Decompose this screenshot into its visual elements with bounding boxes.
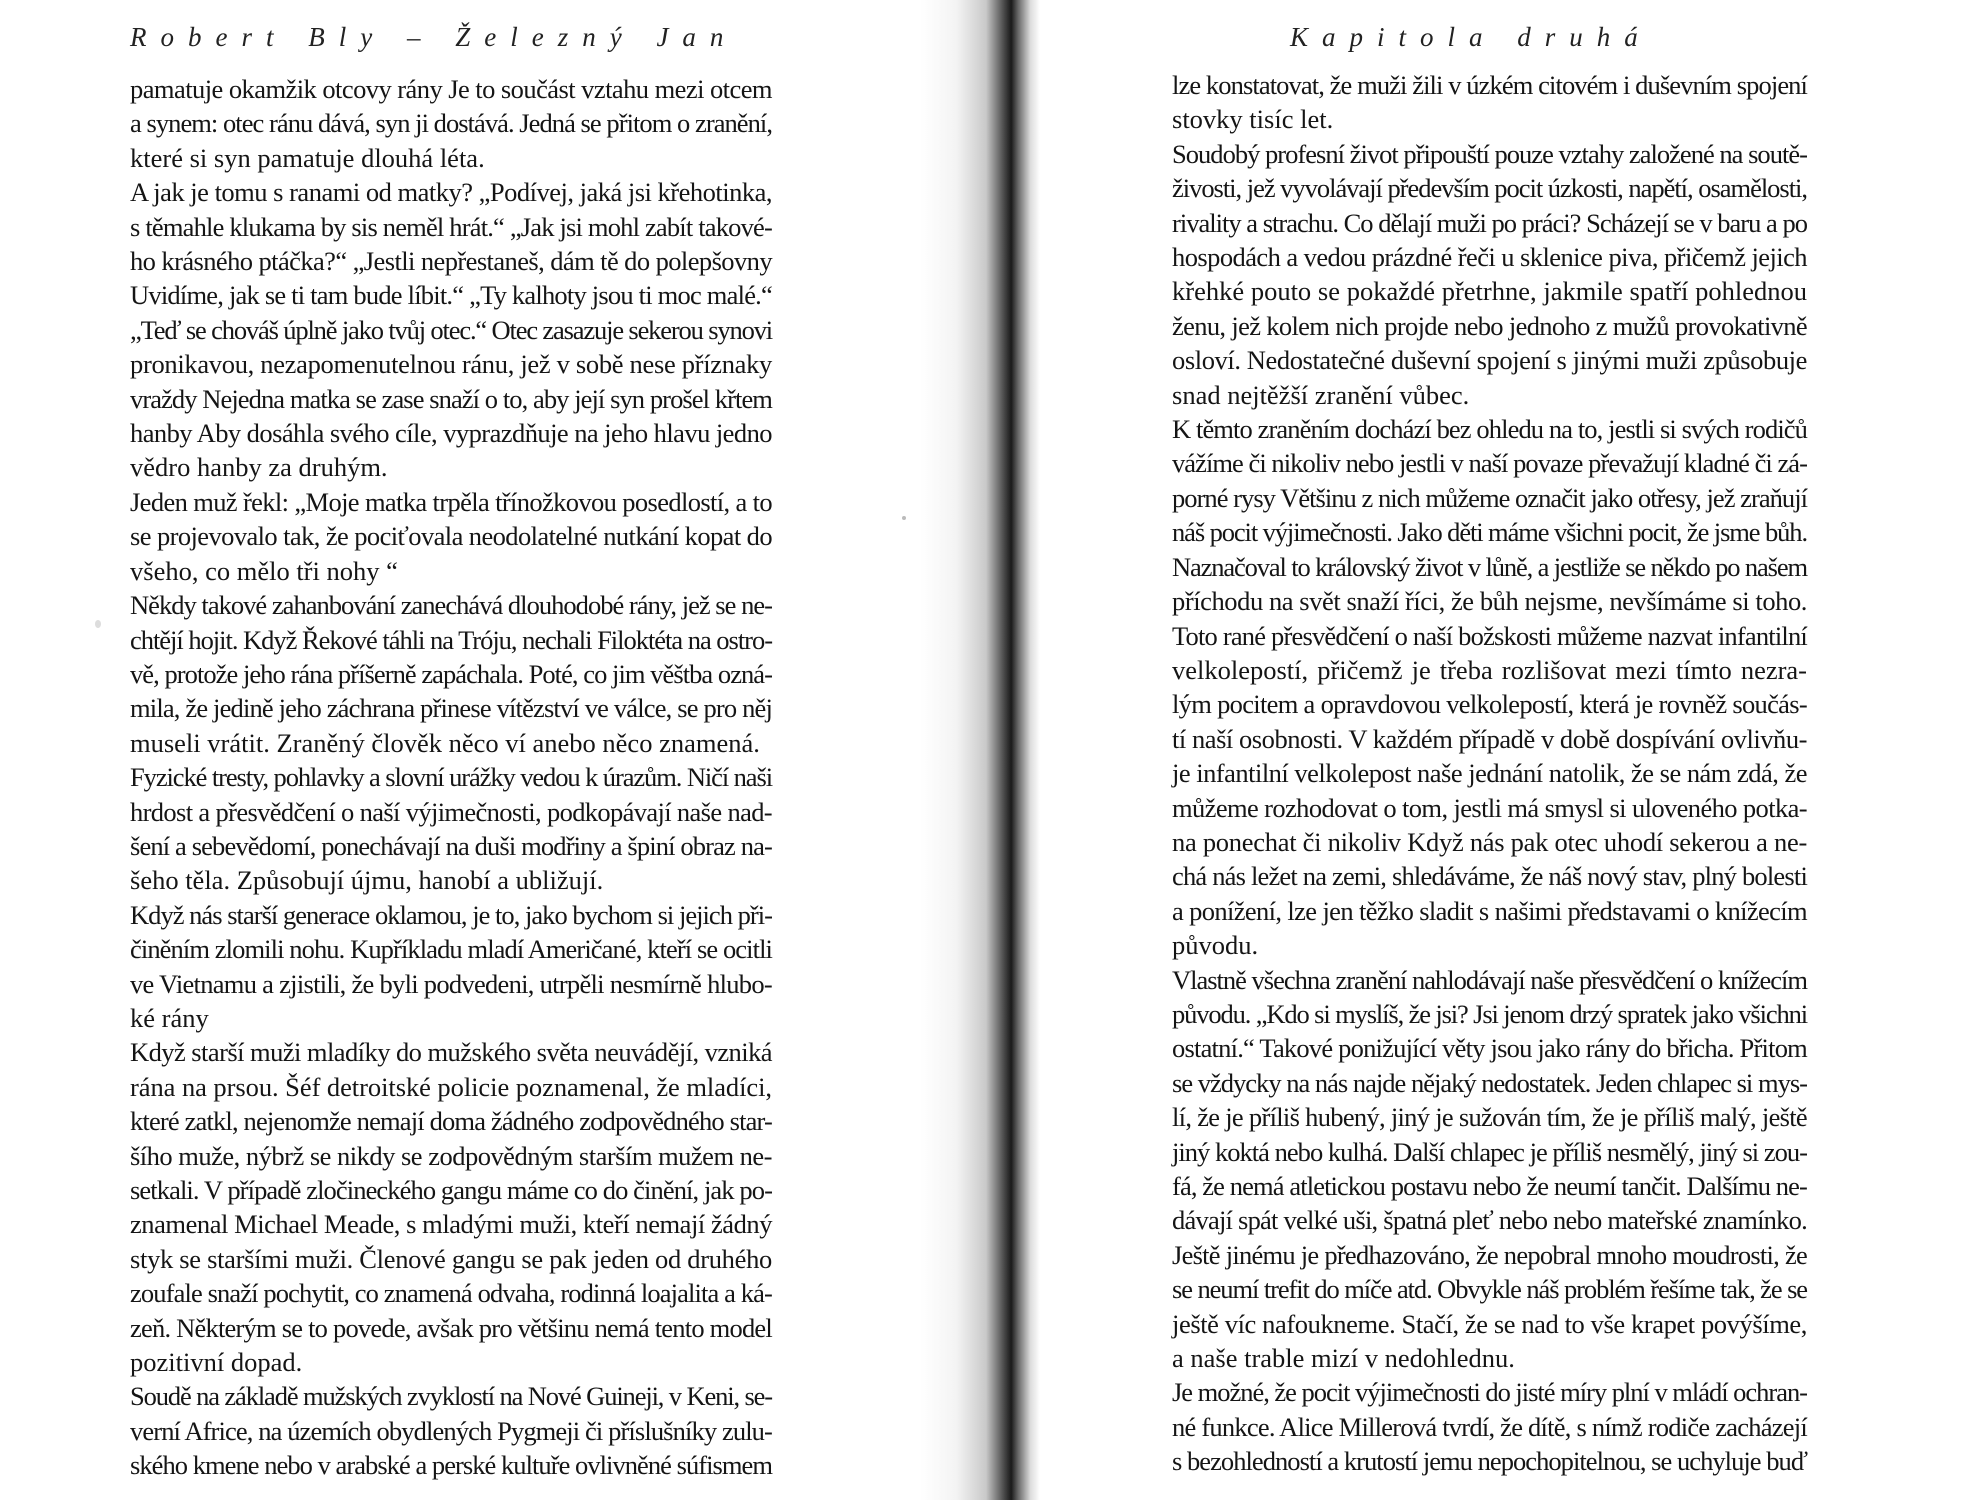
text-line: chá nás ležet na zemi, shledáváme, že náš nový stav, plný bolesti [1172, 861, 1807, 892]
text-line: vě, protože jeho rána příšerně zapáchala. Poté, co jim věštba ozná- [130, 658, 772, 689]
text-line: porné rysy Většinu z nich můžeme označit jako otřesy, jež zraňují [1172, 482, 1807, 513]
text-line: ve Vietnamu a zjistili, že byli podvedeni, utrpěli nesmírně hlubo- [130, 968, 772, 999]
text-line: verní Africe, na územích obydlených Pygmeji či příslušníky zulu- [130, 1415, 772, 1446]
text-line: hospodách a vedou prázdné řeči u sklenice piva, přičemž jejich [1172, 242, 1807, 273]
text-line: Když starší muži mladíky do mužského světa neuvádějí, vzniká [130, 1037, 772, 1068]
text-line: znamenal Michael Meade, s mladými muži, kteří nemají žádný [130, 1209, 772, 1240]
text-line: Někdy takové zahanbování zanechává dlouhodobé rány, jež se ne- [130, 590, 772, 621]
text-line: lým pocitem a opravdovou velkolepostí, která je rovněž součás- [1172, 689, 1807, 720]
text-line: hrdost a přesvědčení o naší výjimečnosti, podkopávají naše nad- [130, 796, 772, 827]
text-line: můžeme rozhodovat o tom, jestli má smysl si uloveného potka- [1172, 792, 1807, 823]
text-line: hanby Aby dosáhla svého cíle, vyprazdňuje na jeho hlavu jedno [130, 418, 772, 449]
text-line: vážíme či nikoliv nebo jestli v naší povaze převažují kladné či zá- [1172, 448, 1807, 479]
text-line: se neumí trefit do míče atd. Obvykle náš problém řešíme tak, že se [1172, 1274, 1807, 1305]
text-line: Je možné, že pocit výjimečnosti do jisté míry plní v mládí ochran- [1172, 1377, 1807, 1408]
text-line: styk se staršími muži. Členové gangu se pak jeden od druhého [130, 1243, 772, 1274]
text-line: vraždy Nejedna matka se zase snaží o to, aby její syn prošel křtem [130, 383, 772, 414]
text-line: zeň. Některým se to povede, avšak pro většinu nemá tento model [130, 1312, 772, 1343]
text-line: Soudě na základě mužských zvyklostí na Nové Guineji, v Keni, se- [130, 1381, 772, 1412]
text-line: setkali. V případě zločineckého gangu máme co do činění, jak po- [130, 1175, 772, 1205]
right-page-text [1172, 68, 1807, 1479]
text-line: šení a sebevědomí, ponechávají na duši modřiny a špiní obraz na- [130, 830, 772, 861]
text-line: rána na prsou. Šéf detroitské policie poznamenal, že mladíci, [130, 1071, 772, 1102]
text-line: šího muže, nýbrž se nikdy se zodpovědným starším mužem ne- [130, 1140, 772, 1171]
text-line: Toto rané přesvědčení o naší božskosti můžeme nazvat infantilní [1172, 620, 1807, 651]
text-line: ještě víc nafoukneme. Stačí, že se nad to vše krapet povýšíme, [1172, 1308, 1807, 1339]
paper-speck [902, 516, 906, 520]
text-line: pozitivní dopad. [130, 1347, 303, 1378]
text-line: činěním zlomili nohu. Kupříkladu mladí Američané, kteří se ocitli [130, 934, 772, 965]
text-line: A jak je tomu s ranami od matky? „Podívej, jaká jsi křehotinka, [130, 177, 772, 208]
text-line: lí, že je příliš hubený, jiný je sužován tím, že je příliš malý, ještě [1172, 1102, 1807, 1133]
text-line: Fyzické tresty, pohlavky a slovní urážky vedou k úrazům. Ničí naši [130, 762, 772, 793]
text-line: ostatní.“ Takové ponižující věty jsou jako rány do břicha. Přitom [1172, 1033, 1807, 1064]
text-line: tí naší osobnosti. V každém případě v době dospívání ovlivňu- [1172, 723, 1807, 754]
text-line: Soudobý profesní život připouští pouze vztahy založené na soutě- [1172, 138, 1807, 169]
text-line: jiný koktá nebo kulhá. Další chlapec je příliš nesmělý, jiný si zou- [1172, 1136, 1807, 1167]
text-line: se projevovalo tak, že pociťovala neodolatelné nutkání kopat do [130, 521, 772, 552]
text-line: K těmto zraněním dochází bez ohledu na to, jestli si svých rodičů [1172, 414, 1808, 445]
text-line: pamatuje okamžik otcovy rány Je to součást vztahu mezi otcem [130, 74, 772, 104]
text-line: na ponechat či nikoliv Když nás pak otec uhodí sekerou a ne- [1172, 826, 1807, 857]
paper-speck [95, 620, 101, 628]
text-line: Uvidíme, jak se ti tam bude líbit.“ „Ty kalhoty jsou ti moc malé.“ [130, 280, 772, 311]
text-line: a synem: otec ránu dává, syn ji dostává. Jedná se přitom o zranění, [130, 108, 772, 139]
text-line: příchodu na svět snaží říci, že bůh nejsme, nevšímáme si toho. [1172, 586, 1807, 617]
text-line: šeho těla. Způsobují újmu, hanobí a ubližují. [130, 865, 604, 896]
right-running-head: Kapitola druhá [1290, 22, 1652, 52]
text-line: osloví. Nedostatečné duševní spojení s jinými muži způsobuje [1172, 345, 1807, 376]
text-line: Naznačoval to královský život v lůně, a jestliže se někdo po našem [1172, 551, 1807, 582]
text-line: ského kmene nebo v arabské a perské kultuře ovlivněné súfismem [130, 1450, 772, 1481]
text-line: živosti, jež vyvolávají především pocit úzkosti, napětí, osamělosti, [1172, 173, 1807, 204]
text-line: chtějí hojit. Když Řekové táhli na Tróju, nechali Filoktéta na ostro- [130, 624, 772, 655]
text-line: dávají spát velké uši, špatná pleť nebo nebo mateřské znamínko. [1172, 1205, 1807, 1236]
text-line: ké rány [130, 1002, 209, 1033]
text-line: fá, že nemá atletickou postavu nebo že neumí tančit. Dalšímu ne- [1172, 1171, 1807, 1201]
text-line: Ještě jinému je předhazováno, že nepobral mnoho moudrosti, že [1172, 1239, 1807, 1270]
text-line: pronikavou, nezapomenutelnou ránu, jež v sobě nese příznaky [130, 349, 772, 380]
text-line: „Teď se chováš úplně jako tvůj otec.“ Otec zasazuje sekerou synovi [130, 314, 772, 345]
text-line: a ponížení, lze jen těžko sladit s našimi představami o knížecím [1172, 895, 1807, 926]
text-line: Jeden muž řekl: „Moje matka trpěla třínožkovou posedlostí, a to [130, 486, 772, 517]
text-line: je infantilní velkolepost naše jednání natolik, že se nám zdá, že [1172, 758, 1807, 789]
text-line: mila, že jedině jeho záchrana přinese vítězství ve válce, se pro něj [130, 693, 772, 724]
text-line: původu. [1172, 930, 1259, 961]
text-line: Když nás starší generace oklamou, je to, jako bychom si jejich při- [130, 899, 772, 930]
text-line: ženu, jež kolem nich projde nebo jednoho z mužů provokativně [1172, 310, 1807, 341]
text-line: a naše trable mizí v nedohlednu. [1172, 1343, 1515, 1374]
text-line: všeho, co mělo tři nohy “ [130, 555, 398, 586]
left-running-head: Robert Bly – Železný Jan [130, 22, 738, 52]
text-line: s bezohledností a krutostí jemu nepochopitelnou, se uchyluje buď [1172, 1446, 1807, 1477]
text-line: se vždycky na nás najde nějaký nedostatek. Jeden chlapec si mys- [1172, 1067, 1807, 1098]
text-line: které si syn pamatuje dlouhá léta. [130, 142, 485, 173]
text-line: které zatkl, nejenomže nemají doma žádného zodpovědného star- [130, 1106, 772, 1137]
text-line: zoufale snaží pochytit, co znamená odvaha, rodinná loajalita a ká- [130, 1278, 772, 1309]
left-page-text [130, 72, 772, 1483]
text-line: s těmahle klukama by sis neměl hrát.“ „Jak jsi mohl zabít takové- [130, 211, 772, 242]
text-line: původu. „Kdo si myslíš, že jsi? Jsi jenom drzý spratek jako všichni [1172, 998, 1807, 1029]
text-line: vědro hanby za druhým. [130, 452, 388, 483]
text-line: né funkce. Alice Millerová tvrdí, že dítě, s nímž rodiče zacházejí [1172, 1411, 1807, 1442]
text-line: stovky tisíc let. [1172, 104, 1334, 135]
book-gutter [920, 0, 1040, 1500]
text-line: ho krásného ptáčka?“ „Jestli nepřestaneš, dám tě do polepšovny [130, 246, 772, 277]
text-line: Vlastně všechna zranění nahlodávají naše přesvědčení o knížecím [1172, 964, 1807, 995]
text-line: rivality a strachu. Co dělají muži po práci? Scházejí se v baru a po [1172, 207, 1807, 238]
text-line: lze konstatovat, že muži žili v úzkém citovém i duševním spojení [1172, 70, 1807, 100]
text-line: křehké pouto se pokaždé přetrhne, jakmile spatří pohlednou [1172, 276, 1807, 307]
text-line: museli vrátit. Zraněný člověk něco ví anebo něco znamená. [130, 727, 760, 758]
text-line: snad nejtěžší zranění vůbec. [1172, 379, 1470, 410]
text-line: velkolepostí, přičemž je třeba rozlišovat mezi tímto nezra- [1172, 654, 1807, 685]
text-line: náš pocit výjimečnosti. Jako děti máme všichni pocit, že jsme bůh. [1172, 517, 1807, 548]
